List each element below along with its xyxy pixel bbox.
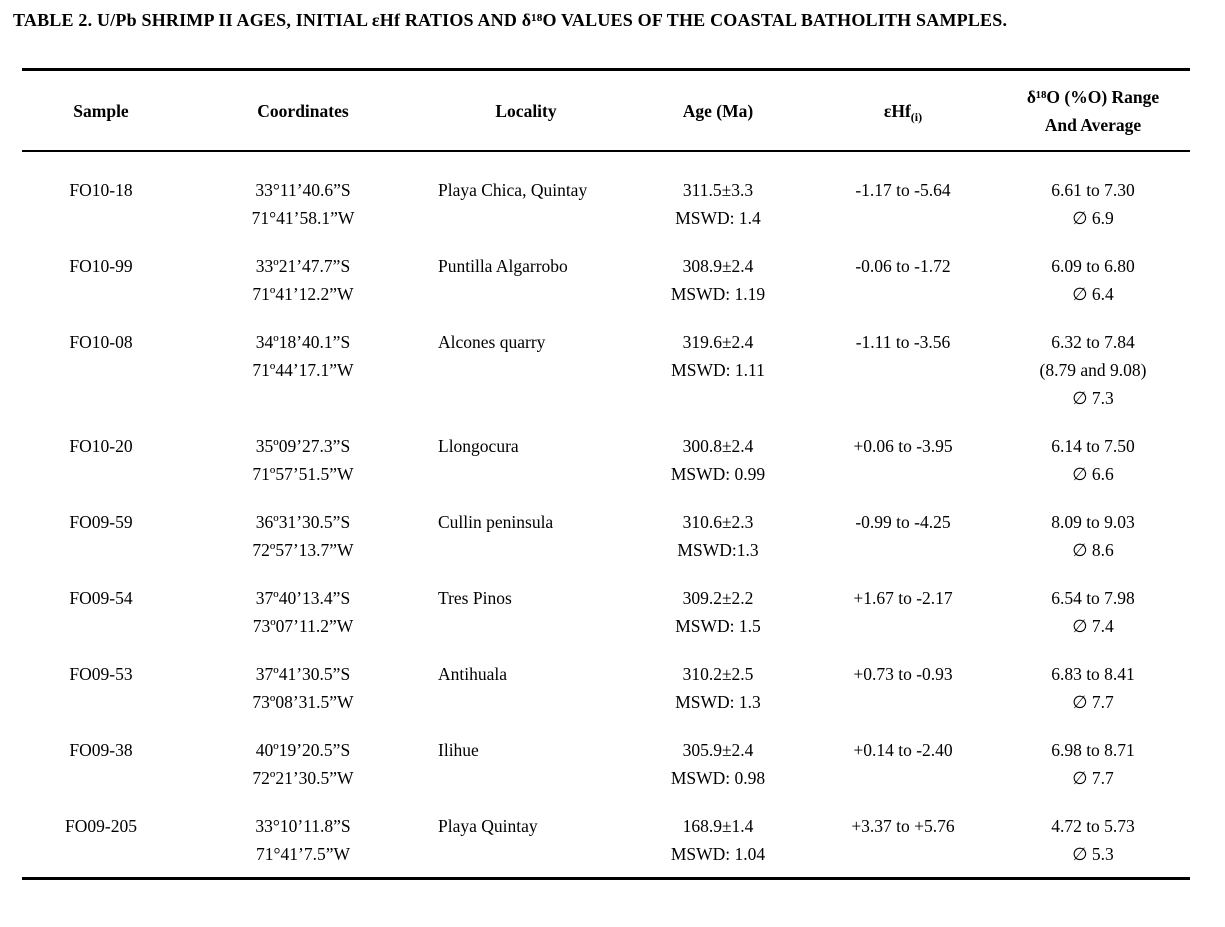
d18o-range: 6.32 to 7.84 — [1051, 332, 1135, 352]
d18o-range: 6.61 to 7.30 — [1051, 180, 1135, 200]
d18o-cell — [996, 736, 1190, 812]
age-value: 300.8±2.4 — [682, 436, 754, 456]
coordinates-cell — [180, 328, 426, 432]
age-value: 311.5±3.3 — [682, 180, 754, 200]
d18o-average: ∅ 7.7 — [1072, 768, 1114, 788]
coordinates-cell — [180, 151, 426, 252]
sample-id: FO09-54 — [69, 588, 133, 608]
age-cell — [626, 736, 810, 812]
mswd-value: MSWD: 1.04 — [670, 844, 766, 864]
mswd-value: MSWD: 1.3 — [675, 692, 761, 712]
coordinates-cell — [180, 252, 426, 328]
mswd-value: MSWD:1.3 — [677, 540, 759, 560]
latitude: 33°10’11.8”S — [255, 816, 351, 836]
coordinates-cell — [180, 432, 426, 508]
table-row — [22, 736, 1190, 812]
age-cell — [626, 328, 810, 432]
longitude: 71°41’58.1”W — [251, 208, 355, 228]
sample-id: FO10-20 — [69, 436, 133, 456]
d18o-range: 6.09 to 6.80 — [1051, 256, 1135, 276]
longitude: 71º44’17.1”W — [252, 360, 354, 380]
column-header-coordinates: Coordinates — [180, 70, 426, 152]
d18o-range: 6.98 to 8.71 — [1051, 740, 1135, 760]
age-cell — [626, 584, 810, 660]
mswd-value: MSWD: 1.5 — [675, 616, 761, 636]
table-row — [22, 660, 1190, 736]
coordinates-cell — [180, 736, 426, 812]
latitude: 40º19’20.5”S — [255, 740, 351, 760]
ehf-subscript: (i) — [910, 109, 923, 124]
ehf-range: +0.73 to -0.93 — [853, 664, 953, 684]
longitude: 73º07’11.2”W — [252, 616, 354, 636]
age-value: 309.2±2.2 — [682, 588, 754, 608]
d18o-range: 6.54 to 7.98 — [1051, 588, 1135, 608]
ehf-range: -0.99 to -4.25 — [855, 512, 951, 532]
column-header-ehf — [810, 70, 996, 152]
d18o-range: 6.83 to 8.41 — [1051, 664, 1135, 684]
d18o-average: ∅ 8.6 — [1072, 540, 1114, 560]
table-row — [22, 328, 1190, 432]
ehf-range: +3.37 to +5.76 — [851, 816, 955, 836]
age-value: 319.6±2.4 — [682, 332, 754, 352]
sample-id: FO09-59 — [69, 512, 133, 532]
longitude: 71°41’7.5”W — [256, 844, 350, 864]
mswd-value: MSWD: 1.11 — [671, 360, 765, 380]
d18o-average: ∅ 6.4 — [1072, 284, 1114, 304]
latitude: 37º41’30.5”S — [255, 664, 351, 684]
ehf-label: εHf — [883, 100, 911, 121]
d18o-header-line1: δ¹⁸O (%O) Range — [1026, 86, 1160, 107]
age-cell — [626, 508, 810, 584]
locality-value: Puntilla Algarrobo — [438, 256, 568, 276]
d18o-cell — [996, 432, 1190, 508]
d18o-cell — [996, 508, 1190, 584]
latitude: 37º40’13.4”S — [255, 588, 351, 608]
coordinates-cell — [180, 508, 426, 584]
age-cell — [626, 660, 810, 736]
column-header-locality: Locality — [426, 70, 626, 152]
table-row — [22, 812, 1190, 879]
d18o-cell — [996, 660, 1190, 736]
samples-table — [22, 68, 1190, 880]
age-cell — [626, 252, 810, 328]
age-cell — [626, 151, 810, 252]
column-header-age: Age (Ma) — [626, 70, 810, 152]
longitude: 71º57’51.5”W — [252, 464, 354, 484]
d18o-cell — [996, 584, 1190, 660]
locality-value: Tres Pinos — [438, 588, 512, 608]
locality-value: Llongocura — [438, 436, 519, 456]
latitude: 33°11’40.6”S — [255, 180, 351, 200]
ehf-range: -1.11 to -3.56 — [855, 332, 951, 352]
longitude: 71º41’12.2”W — [252, 284, 354, 304]
coordinates-cell — [180, 584, 426, 660]
sample-id: FO10-99 — [69, 256, 133, 276]
age-value: 168.9±1.4 — [682, 816, 754, 836]
locality-value: Playa Chica, Quintay — [438, 180, 588, 200]
table-row — [22, 252, 1190, 328]
ehf-range: +0.06 to -3.95 — [853, 436, 953, 456]
table-row — [22, 584, 1190, 660]
age-value: 305.9±2.4 — [682, 740, 754, 760]
d18o-range: 8.09 to 9.03 — [1051, 512, 1135, 532]
latitude: 35º09’27.3”S — [255, 436, 351, 456]
d18o-range: 4.72 to 5.73 — [1051, 816, 1135, 836]
column-header-d18o — [996, 70, 1190, 152]
d18o-cell — [996, 252, 1190, 328]
coordinates-cell — [180, 812, 426, 879]
mswd-value: MSWD: 1.19 — [670, 284, 766, 304]
age-cell — [626, 432, 810, 508]
age-value: 308.9±2.4 — [682, 256, 754, 276]
sample-id: FO10-08 — [69, 332, 133, 352]
d18o-cell — [996, 328, 1190, 432]
d18o-average: ∅ 6.9 — [1072, 208, 1114, 228]
ehf-range: +0.14 to -2.40 — [853, 740, 953, 760]
age-cell — [626, 812, 810, 879]
d18o-cell — [996, 812, 1190, 879]
ehf-range: -1.17 to -5.64 — [855, 180, 951, 200]
table-caption: TABLE 2. U/Pb SHRIMP II AGES, INITIAL εHf RATIOS AND δ¹⁸O VALUES OF THE COASTAL BATHOLITH SAMPLES. — [13, 10, 1008, 30]
mswd-value: MSWD: 0.99 — [670, 464, 766, 484]
latitude: 34º18’40.1”S — [255, 332, 351, 352]
latitude: 36º31’30.5”S — [255, 512, 351, 532]
table-header-row — [22, 70, 1190, 152]
d18o-average: ∅ 6.6 — [1072, 464, 1114, 484]
d18o-average: ∅ 7.4 — [1072, 616, 1114, 636]
locality-value: Cullin peninsula — [438, 512, 554, 532]
table-row — [22, 508, 1190, 584]
d18o-cell — [996, 151, 1190, 252]
ehf-range: +1.67 to -2.17 — [853, 588, 953, 608]
d18o-average: ∅ 5.3 — [1072, 844, 1114, 864]
locality-value: Playa Quintay — [438, 816, 538, 836]
locality-value: Alcones quarry — [438, 332, 546, 352]
latitude: 33º21’47.7”S — [255, 256, 351, 276]
sample-id: FO09-53 — [69, 664, 133, 684]
sample-id: FO10-18 — [69, 180, 133, 200]
coordinates-cell — [180, 660, 426, 736]
ehf-range: -0.06 to -1.72 — [855, 256, 951, 276]
d18o-average: ∅ 7.3 — [1072, 388, 1114, 408]
longitude: 72º57’13.7”W — [252, 540, 354, 560]
mswd-value: MSWD: 1.4 — [675, 208, 761, 228]
mswd-value: MSWD: 0.98 — [670, 768, 766, 788]
d18o-average: ∅ 7.7 — [1072, 692, 1114, 712]
longitude: 73º08’31.5”W — [252, 692, 354, 712]
column-header-sample: Sample — [22, 70, 180, 152]
d18o-range: 6.14 to 7.50 — [1051, 436, 1135, 456]
d18o-outliers: (8.79 and 9.08) — [1039, 360, 1147, 380]
sample-id: FO09-205 — [65, 816, 137, 836]
d18o-header-line2: And Average — [1044, 114, 1142, 135]
age-value: 310.2±2.5 — [682, 664, 754, 684]
locality-value: Antihuala — [438, 664, 508, 684]
sample-id: FO09-38 — [69, 740, 133, 760]
age-value: 310.6±2.3 — [682, 512, 754, 532]
table-row — [22, 151, 1190, 252]
table-row — [22, 432, 1190, 508]
longitude: 72º21’30.5”W — [252, 768, 354, 788]
locality-value: Ilihue — [438, 740, 479, 760]
